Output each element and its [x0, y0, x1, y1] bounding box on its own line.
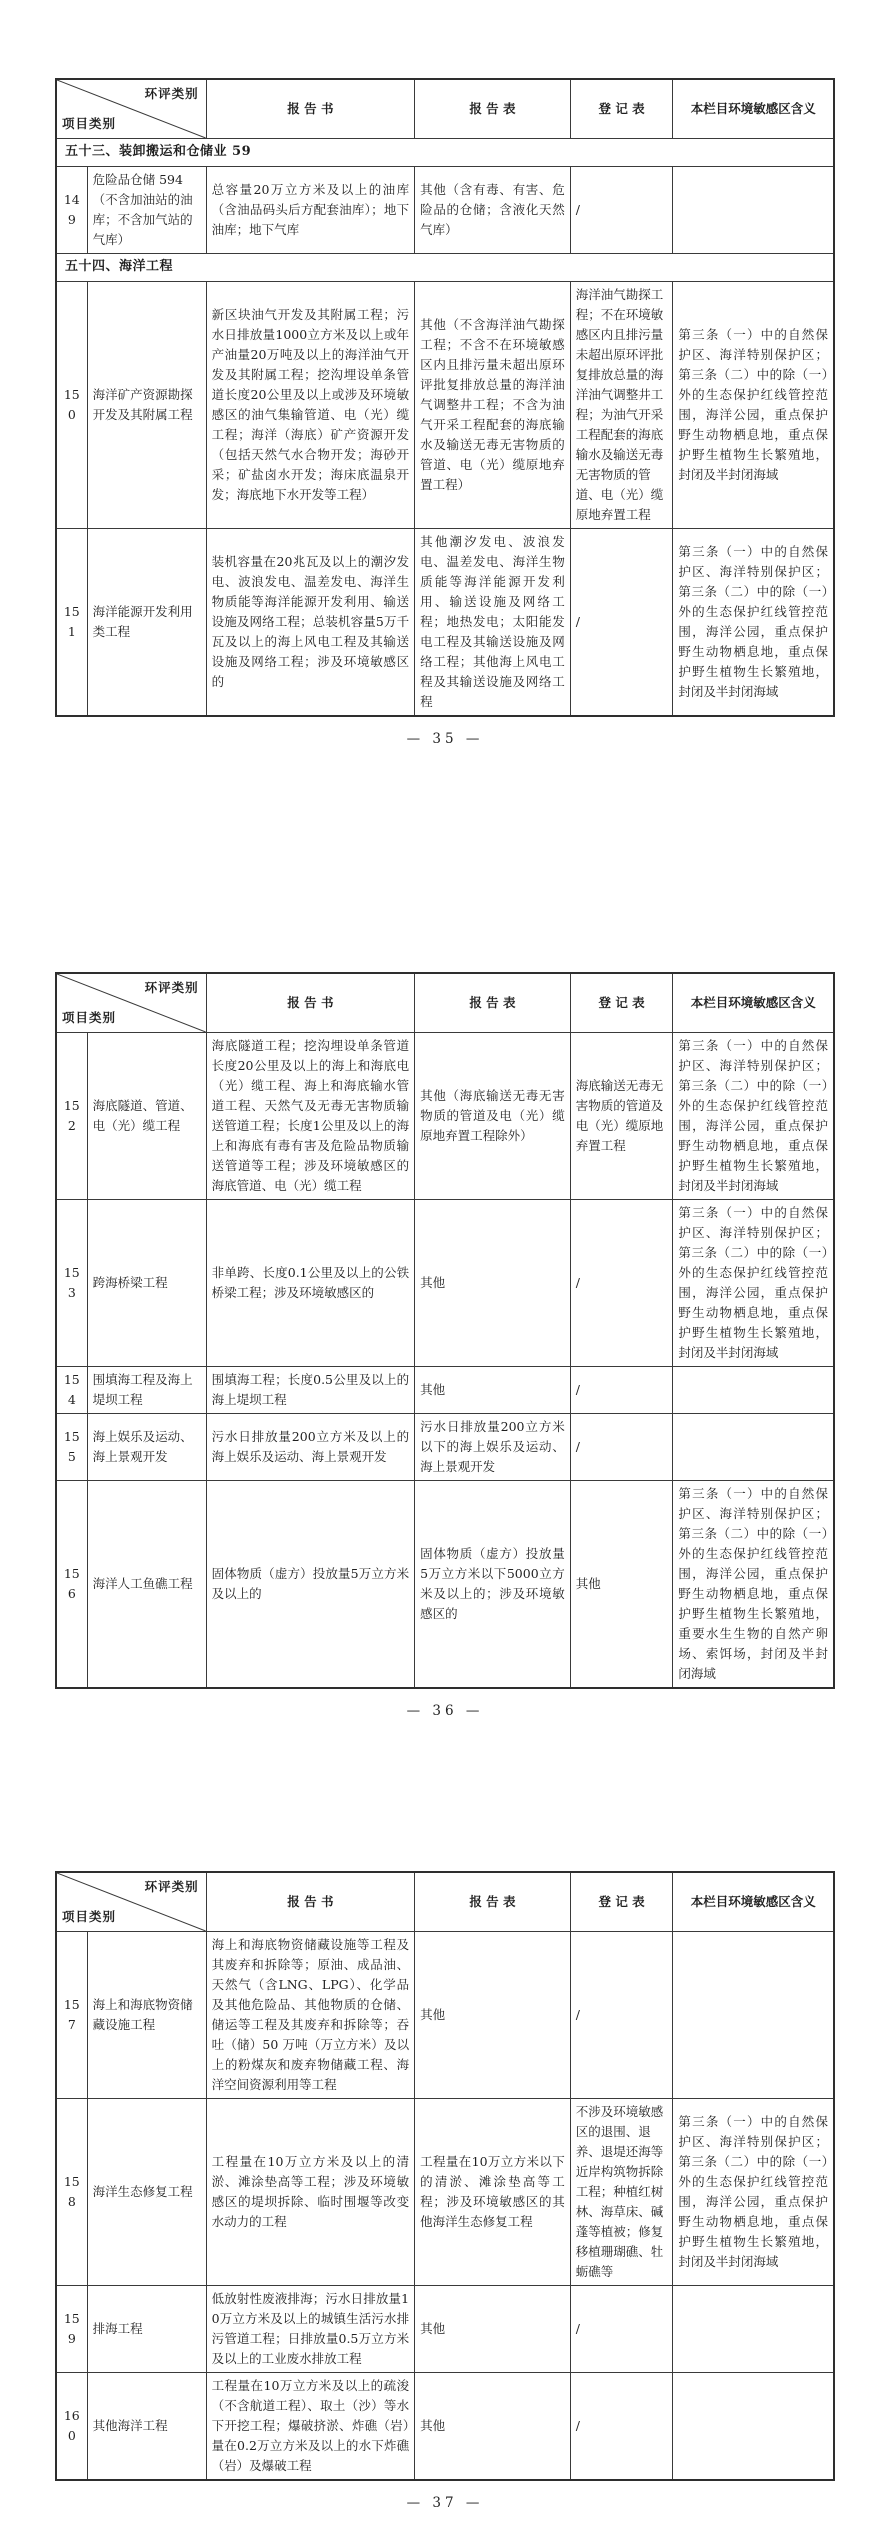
report-book-cell: 装机容量在20兆瓦及以上的潮汐发电、波浪发电、温差发电、海洋生物质能等海洋能源开发利用、输送设施及网络工程；总装机容量5万千瓦及以上的海上风电工程及其输送设施及网络工程；涉及环境敏感区的 — [206, 528, 415, 716]
registration-form-cell: / — [570, 1931, 673, 2098]
registration-form-cell: / — [570, 166, 673, 253]
report-form-cell: 其他 — [415, 1199, 571, 1366]
item-number: 160 — [56, 2372, 87, 2480]
table-row — [56, 1931, 834, 2098]
page — [55, 78, 835, 747]
table-row — [56, 1480, 834, 1688]
report-form-cell: 其他潮汐发电、波浪发电、温差发电、海洋生物质能等海洋能源开发利用、输送设施及网络工程；地热发电；太阳能发电工程及其输送设施及网络工程；其他海上风电工程及其输送设施及网络工程 — [415, 528, 571, 716]
item-number: 155 — [56, 1413, 87, 1480]
header-corner-bottom-label: 项目类别 — [62, 116, 117, 131]
item-number: 156 — [56, 1480, 87, 1688]
sensitive-area-meaning-cell: 第三条（一）中的自然保护区、海洋特别保护区；第三条（二）中的除（一）外的生态保护红线管控范围，海洋公园，重点保护野生动物栖息地，重点保护野生植物生长繁殖地，封闭及半封闭海域 — [673, 2098, 834, 2285]
col-header-report-book: 报 告 书 — [206, 79, 415, 139]
sensitive-area-meaning-cell: 第三条（一）中的自然保护区、海洋特别保护区；第三条（二）中的除（一）外的生态保护红线管控范围，海洋公园，重点保护野生动物栖息地，重点保护野生植物生长繁殖地，重要水生生物的自然产卵场、索饵场，封闭及半封闭海域 — [673, 1480, 834, 1688]
eia-category-table — [55, 1871, 835, 2481]
registration-form-cell: 不涉及环境敏感区的退围、退养、退堤还海等近岸构筑物拆除工程；种植红树林、海草床、碱蓬等植被；修复移植珊瑚礁、牡蛎礁等 — [570, 2098, 673, 2285]
section-row — [56, 139, 834, 167]
table-row — [56, 1366, 834, 1413]
header-corner-top-label: 环评类别 — [144, 979, 199, 995]
sensitive-area-meaning-cell — [673, 2372, 834, 2480]
report-book-cell: 围填海工程；长度0.5公里及以上的海上堤坝工程 — [206, 1366, 415, 1413]
table-row — [56, 1032, 834, 1199]
registration-form-cell: 海洋油气勘探工程；不在环境敏感区内且排污量未超出原环评批复排放总量的海洋油气调整井工程；为油气开采工程配套的海底输水及输送无毒无害物质的管道、电（光）缆原地弃置工程 — [570, 281, 673, 528]
project-category-cell: 围填海工程及海上堤坝工程 — [87, 1366, 206, 1413]
section-title: 五十四、海洋工程 — [56, 253, 834, 281]
project-category-cell: 海洋能源开发利用类工程 — [87, 528, 206, 716]
table-row — [56, 2098, 834, 2285]
table-header-row — [56, 1872, 834, 1932]
report-book-cell: 低放射性废液排海；污水日排放量10万立方米及以上的城镇生活污水排污管道工程；日排放量0.5万立方米及以上的工业废水排放工程 — [206, 2285, 415, 2372]
page — [55, 1871, 835, 2511]
item-number: 153 — [56, 1199, 87, 1366]
project-category-cell: 海洋矿产资源勘探开发及其附属工程 — [87, 281, 206, 528]
report-form-cell: 其他 — [415, 1931, 571, 2098]
registration-form-cell: / — [570, 2285, 673, 2372]
item-number: 150 — [56, 281, 87, 528]
project-category-cell: 海洋人工鱼礁工程 — [87, 1480, 206, 1688]
report-form-cell: 其他（海底输送无毒无害物质的管道及电（光）缆原地弃置工程除外） — [415, 1032, 571, 1199]
table-body — [56, 139, 834, 716]
project-category-cell: 海上和海底物资储藏设施工程 — [87, 1931, 206, 2098]
col-header-registration-form: 登 记 表 — [570, 1872, 673, 1932]
item-number: 149 — [56, 166, 87, 253]
item-number: 157 — [56, 1931, 87, 2098]
report-book-cell: 工程量在10万立方米及以上的清淤、滩涂垫高等工程；涉及环境敏感区的堤坝拆除、临时围堰等改变水动力的工程 — [206, 2098, 415, 2285]
section-title: 五十三、装卸搬运和仓储业 59 — [56, 139, 834, 167]
page-number: — 35 — — [406, 730, 484, 747]
eia-category-table — [55, 78, 835, 717]
report-form-cell: 工程量在10万立方米以下的清淤、滩涂垫高等工程；涉及环境敏感区的其他海洋生态修复工程 — [415, 2098, 571, 2285]
col-header-registration-form: 登 记 表 — [570, 973, 673, 1033]
section-row — [56, 253, 834, 281]
sensitive-area-meaning-cell — [673, 1366, 834, 1413]
report-form-cell: 其他（不含海洋油气勘探工程；不含不在环境敏感区内且排污量未超出原环评批复排放总量的海洋油气调整井工程；不含为油气开采工程配套的海底输水及输送无毒无害物质的管道、电（光）缆原地弃置工程） — [415, 281, 571, 528]
col-header-report-form: 报 告 表 — [415, 1872, 571, 1932]
col-header-sensitive-area-meaning: 本栏目环境敏感区含义 — [673, 79, 834, 139]
project-category-cell: 排海工程 — [87, 2285, 206, 2372]
item-number: 152 — [56, 1032, 87, 1199]
registration-form-cell: / — [570, 1366, 673, 1413]
sensitive-area-meaning-cell: 第三条（一）中的自然保护区、海洋特别保护区；第三条（二）中的除（一）外的生态保护红线管控范围，海洋公园，重点保护野生动物栖息地，重点保护野生植物生长繁殖地，封闭及半封闭海域 — [673, 528, 834, 716]
sensitive-area-meaning-cell — [673, 2285, 834, 2372]
sensitive-area-meaning-cell: 第三条（一）中的自然保护区、海洋特别保护区；第三条（二）中的除（一）外的生态保护红线管控范围，海洋公园，重点保护野生动物栖息地，重点保护野生植物生长繁殖地，封闭及半封闭海域 — [673, 281, 834, 528]
report-book-cell: 海底隧道工程；挖沟埋设单条管道长度20公里及以上的海上和海底电（光）缆工程、海上和海底输水管道工程、天然气及无毒无害物质输送管道工程；长度1公里及以上的海上和海底有毒有害及危险品物质输送管道等工程；涉及环境敏感区的海底管道、电（光）缆工程 — [206, 1032, 415, 1199]
col-header-registration-form: 登 记 表 — [570, 79, 673, 139]
page-number: — 36 — — [406, 1702, 484, 1719]
header-corner-cell — [56, 1872, 206, 1932]
report-form-cell: 污水日排放量200立方米以下的海上娱乐及运动、海上景观开发 — [415, 1413, 571, 1480]
header-corner-cell — [56, 973, 206, 1033]
table-row — [56, 528, 834, 716]
table-row — [56, 2372, 834, 2480]
report-form-cell: 其他（含有毒、有害、危险品的仓储；含液化天然气库） — [415, 166, 571, 253]
report-book-cell: 非单跨、长度0.1公里及以上的公铁桥梁工程；涉及环境敏感区的 — [206, 1199, 415, 1366]
col-header-report-book: 报 告 书 — [206, 1872, 415, 1932]
eia-category-table — [55, 972, 835, 1689]
report-book-cell: 固体物质（虚方）投放量5万立方米及以上的 — [206, 1480, 415, 1688]
table-row — [56, 1199, 834, 1366]
registration-form-cell: / — [570, 528, 673, 716]
project-category-cell: 其他海洋工程 — [87, 2372, 206, 2480]
registration-form-cell: 海底输送无毒无害物质的管道及电（光）缆原地弃置工程 — [570, 1032, 673, 1199]
header-corner-bottom-label: 项目类别 — [62, 1009, 117, 1025]
registration-form-cell: 其他 — [570, 1480, 673, 1688]
col-header-sensitive-area-meaning: 本栏目环境敏感区含义 — [673, 1872, 834, 1932]
table-body — [56, 1931, 834, 2480]
item-number: 154 — [56, 1366, 87, 1413]
table-row — [56, 2285, 834, 2372]
header-corner-top-label: 环评类别 — [144, 86, 199, 101]
project-category-cell: 海洋生态修复工程 — [87, 2098, 206, 2285]
report-book-cell: 总容量20万立方米及以上的油库（含油品码头后方配套油库）；地下油库；地下气库 — [206, 166, 415, 253]
table-body — [56, 1032, 834, 1688]
project-category-cell: 危险品仓储 594（不含加油站的油库；不含加气站的气库） — [87, 166, 206, 253]
report-book-cell: 新区块油气开发及其附属工程；污水日排放量1000立方米及以上或年产油量20万吨及以上的海洋油气开发及其附属工程；挖沟埋设单条管道长度20公里及以上或涉及环境敏感区的油气集输管道、电（光）缆工程；海洋（海底）矿产资源开发（包括天然气水合物开发；海砂开采；矿盐卤水开发；海床底温泉开发；海底地下水开发等工程） — [206, 281, 415, 528]
report-form-cell: 其他 — [415, 2285, 571, 2372]
page — [55, 972, 835, 1719]
report-book-cell: 工程量在10万立方米及以上的疏浚（不含航道工程）、取土（沙）等水下开挖工程；爆破挤淤、炸礁（岩）量在0.2万立方米及以上的水下炸礁（岩）及爆破工程 — [206, 2372, 415, 2480]
header-corner-cell — [56, 79, 206, 139]
registration-form-cell: / — [570, 2372, 673, 2480]
col-header-sensitive-area-meaning: 本栏目环境敏感区含义 — [673, 973, 834, 1033]
registration-form-cell: / — [570, 1199, 673, 1366]
item-number: 159 — [56, 2285, 87, 2372]
item-number: 158 — [56, 2098, 87, 2285]
table-header-row — [56, 973, 834, 1033]
page-number: — 37 — — [406, 2494, 484, 2511]
report-form-cell: 其他 — [415, 2372, 571, 2480]
col-header-report-book: 报 告 书 — [206, 973, 415, 1033]
col-header-report-form: 报 告 表 — [415, 973, 571, 1033]
sensitive-area-meaning-cell — [673, 1413, 834, 1480]
item-number: 151 — [56, 528, 87, 716]
col-header-report-form: 报 告 表 — [415, 79, 571, 139]
table-row — [56, 1413, 834, 1480]
project-category-cell: 海底隧道、管道、电（光）缆工程 — [87, 1032, 206, 1199]
sensitive-area-meaning-cell — [673, 166, 834, 253]
sensitive-area-meaning-cell: 第三条（一）中的自然保护区、海洋特别保护区；第三条（二）中的除（一）外的生态保护红线管控范围，海洋公园，重点保护野生动物栖息地，重点保护野生植物生长繁殖地，封闭及半封闭海域 — [673, 1199, 834, 1366]
table-header-row — [56, 79, 834, 139]
table-row — [56, 166, 834, 253]
registration-form-cell: / — [570, 1413, 673, 1480]
report-form-cell: 其他 — [415, 1366, 571, 1413]
header-corner-top-label: 环评类别 — [144, 1878, 199, 1894]
sensitive-area-meaning-cell — [673, 1931, 834, 2098]
project-category-cell: 跨海桥梁工程 — [87, 1199, 206, 1366]
project-category-cell: 海上娱乐及运动、海上景观开发 — [87, 1413, 206, 1480]
table-row — [56, 281, 834, 528]
header-corner-bottom-label: 项目类别 — [62, 1908, 117, 1924]
report-book-cell: 污水日排放量200立方米及以上的海上娱乐及运动、海上景观开发 — [206, 1413, 415, 1480]
report-form-cell: 固体物质（虚方）投放量5万立方米以下5000立方米及以上的；涉及环境敏感区的 — [415, 1480, 571, 1688]
sensitive-area-meaning-cell: 第三条（一）中的自然保护区、海洋特别保护区；第三条（二）中的除（一）外的生态保护红线管控范围，海洋公园，重点保护野生动物栖息地，重点保护野生植物生长繁殖地，封闭及半封闭海域 — [673, 1032, 834, 1199]
report-book-cell: 海上和海底物资储藏设施等工程及其废弃和拆除等；原油、成品油、天然气（含LNG、LPG）、化学品及其他危险品、其他物质的仓储、储运等工程及其废弃和拆除等；吞吐（储）50 万吨（万立方米）及以上的粉煤灰和废弃物储藏工程、海洋空间资源利用等工程 — [206, 1931, 415, 2098]
